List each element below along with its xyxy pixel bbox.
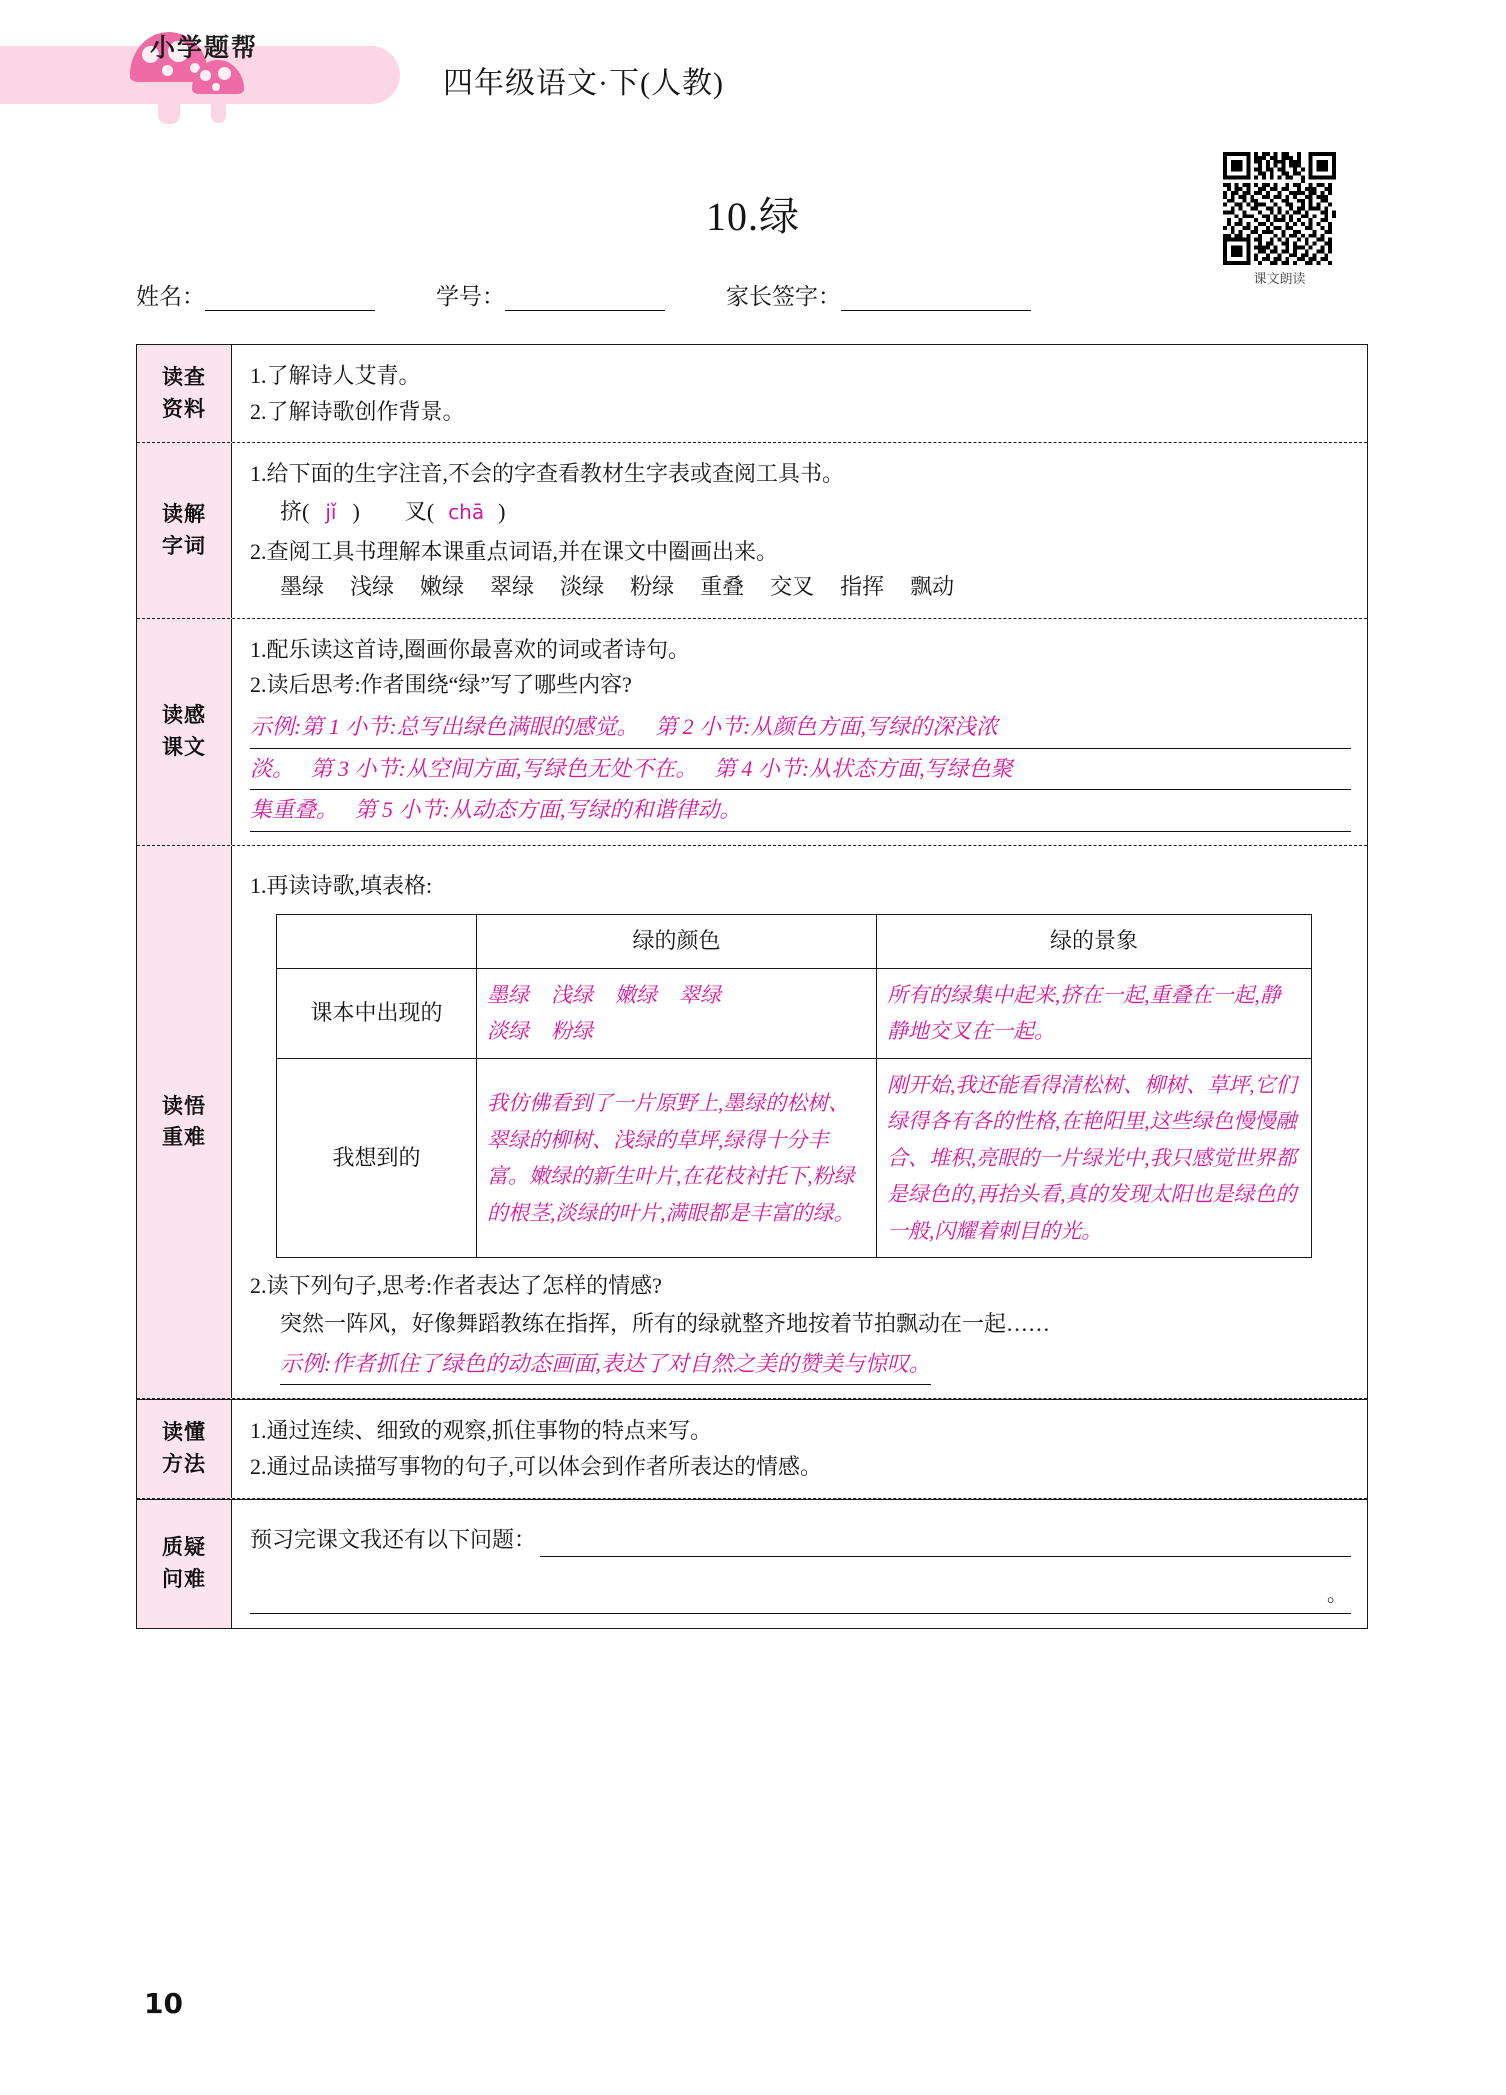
- vocabulary-word: 淡绿: [560, 574, 605, 600]
- task-item: 2.读后思考:作者围绕“绿”写了哪些内容?: [250, 672, 632, 698]
- table-row-label: 课本中出现的: [277, 968, 477, 1058]
- task-item: 1.给下面的生字注音,不会的字查看教材生字表或查阅工具书。: [250, 461, 845, 487]
- table-header-cell-blank: [277, 914, 477, 968]
- section-body-research: [232, 345, 1367, 442]
- label-line: 读悟: [162, 1093, 206, 1118]
- label-line: 字词: [162, 533, 206, 558]
- pinyin-char: 叉: [404, 498, 427, 524]
- pinyin-exercise-row: [250, 494, 1351, 530]
- task-item: 2.查阅工具书理解本课重点词语,并在课文中圈画出来。: [250, 538, 779, 564]
- worksheet-table: [136, 344, 1368, 1629]
- table-header-cell-scenes: 绿的景象: [877, 914, 1312, 968]
- poem-analysis-table: [276, 914, 1312, 1259]
- answer-line[interactable]: 示例:第 1 小节:总写出绿色满眼的感觉。 第 2 小节:从颜色方面,写绿的深浅浓: [250, 707, 1351, 749]
- table-header-row: [277, 914, 1312, 968]
- comprehend-answer-block[interactable]: [250, 1344, 1351, 1386]
- vocabulary-word: 指挥: [840, 574, 885, 600]
- section-label-research: [137, 345, 232, 442]
- answer-line[interactable]: 集重叠。 第 5 小节:从动态方面,写绿的和谐律动。: [250, 790, 1351, 832]
- section-body-method: [232, 1400, 1367, 1497]
- vocabulary-word: 翠绿: [490, 574, 535, 600]
- page-title: 10.绿: [706, 194, 800, 239]
- pinyin-answer[interactable]: jǐ: [325, 499, 337, 524]
- name-field-group[interactable]: [136, 278, 375, 311]
- label-line: 重难: [162, 1125, 206, 1150]
- name-label: 姓名：: [136, 284, 205, 309]
- color-word: 墨绿: [487, 982, 529, 1007]
- parent-signature-input-blank[interactable]: [841, 284, 1031, 311]
- name-input-blank[interactable]: [205, 284, 375, 311]
- color-word: 嫩绿: [615, 982, 657, 1007]
- color-word: 粉绿: [551, 1019, 593, 1044]
- table-cell-scene-imagined[interactable]: 刚开始,我还能看得清松树、柳树、草坪,它们绿得各有各的性格,在艳阳里,这些绿色慢慢融合、堆积,亮眼的一片绿光中,我只感觉世界都是绿色的,再抬头看,真的发现太阳也是绿色的一般,闪耀着刺目的光。: [877, 1058, 1312, 1258]
- section-label-vocabulary: [137, 443, 232, 618]
- parent-signature-label: 家长签字：: [726, 284, 841, 309]
- label-line: 读懂: [162, 1420, 206, 1445]
- vocabulary-word: 嫩绿: [420, 574, 465, 600]
- page-number: 10: [144, 1987, 183, 2020]
- mushroom-dot: [162, 65, 173, 76]
- vocabulary-word: 重叠: [700, 574, 745, 600]
- student-id-input-blank[interactable]: [505, 284, 665, 311]
- table-row-label: 我想到的: [277, 1058, 477, 1258]
- mushroom-dot: [218, 67, 231, 80]
- label-line: 读查: [162, 365, 206, 390]
- poem-quote: 突然一阵风，好像舞蹈教练在指挥，所有的绿就整齐地按着节拍飘动在一起……: [280, 1311, 1051, 1337]
- feel-answer-block[interactable]: [250, 707, 1351, 832]
- vocabulary-word: 浅绿: [350, 574, 395, 600]
- section-row-research: [137, 345, 1367, 443]
- section-label-comprehend: [137, 846, 232, 1398]
- table-cell-colors-imagined[interactable]: 我仿佛看到了一片原野上,墨绿的松树、翠绿的柳树、浅绿的草坪,绿得十分丰富。嫩绿的新生叶片,在花枝衬托下,粉绿的根茎,淡绿的叶片,满眼都是丰富的绿。: [477, 1058, 877, 1258]
- task-item: 2.读下列句子,思考:作者表达了怎样的情感?: [250, 1273, 662, 1299]
- pinyin-item: [405, 499, 506, 524]
- vocabulary-word: 墨绿: [280, 574, 325, 600]
- label-line: 读感: [162, 703, 206, 728]
- table-row: [277, 968, 1312, 1058]
- label-line: 问难: [162, 1566, 206, 1591]
- mushroom-dot: [200, 70, 211, 81]
- table-header-cell-colors: 绿的颜色: [477, 914, 877, 968]
- mushroom-small-icon: [192, 60, 244, 122]
- subject-line: 四年级语文·下(人教): [443, 67, 724, 100]
- section-label-question: [137, 1500, 232, 1628]
- section-row-question: [137, 1499, 1367, 1628]
- student-id-field-group[interactable]: [436, 278, 665, 311]
- label-line: 读解: [162, 502, 206, 526]
- answer-line[interactable]: 示例:作者抓住了绿色的动态画面,表达了对自然之美的赞美与惊叹。: [280, 1344, 931, 1386]
- pinyin-paren-close: ): [352, 498, 360, 524]
- section-body-comprehend: [232, 846, 1367, 1398]
- color-word: 浅绿: [551, 982, 593, 1007]
- mushroom-dot: [212, 83, 220, 91]
- section-row-method: [137, 1399, 1367, 1498]
- table-cell-scene-textbook[interactable]: 所有的绿集中起来,挤在一起,重叠在一起,静静地交叉在一起。: [877, 968, 1312, 1058]
- label-line: 质疑: [162, 1535, 206, 1560]
- pinyin-item: [280, 499, 365, 524]
- vocabulary-word: 交叉: [770, 574, 815, 600]
- pinyin-paren-open: (: [302, 498, 310, 524]
- section-row-feel: [137, 619, 1367, 846]
- task-item: 2.了解诗歌创作背景。: [250, 398, 465, 424]
- answer-line[interactable]: 淡。 第 3 小节:从空间方面,写绿色无处不在。 第 4 小节:从状态方面,写绿色聚: [250, 749, 1351, 791]
- vocabulary-word: 飘动: [910, 574, 955, 600]
- question-prompt-label: 预习完课文我还有以下问题：: [250, 1526, 537, 1552]
- vocabulary-word: 粉绿: [630, 574, 675, 600]
- brand-name: 小学题帮: [150, 33, 259, 62]
- parent-signature-field-group[interactable]: [726, 278, 1031, 311]
- color-word: 翠绿: [679, 982, 721, 1007]
- question-answer-blank-2[interactable]: [250, 1583, 1351, 1614]
- question-answer-blank-1[interactable]: [540, 1530, 1351, 1557]
- mushroom-cap: [192, 60, 244, 94]
- qr-code-caption: 课文朗读: [1253, 271, 1306, 286]
- section-body-vocabulary: [232, 443, 1367, 618]
- section-body-question: [232, 1500, 1367, 1628]
- task-item: 1.再读诗歌,填表格:: [250, 873, 433, 899]
- task-item: 1.了解诗人艾青。: [250, 363, 421, 388]
- section-label-method: [137, 1400, 232, 1497]
- vocabulary-word-list: [250, 569, 1351, 605]
- task-item: 2.通过品读描写事物的句子,可以体会到作者所表达的情感。: [250, 1453, 823, 1479]
- section-body-feel: [232, 619, 1367, 845]
- table-cell-colors-textbook[interactable]: [477, 968, 877, 1058]
- pinyin-paren-close: ): [498, 498, 506, 524]
- pinyin-answer[interactable]: chā: [448, 499, 485, 524]
- question-prompt-row[interactable]: [250, 1522, 1351, 1558]
- period-mark: 。: [1327, 1583, 1347, 1606]
- label-line: 方法: [162, 1451, 206, 1476]
- section-row-comprehend: [137, 846, 1367, 1399]
- label-line: 资料: [162, 396, 206, 421]
- table-row: [277, 1058, 1312, 1258]
- section-label-feel: [137, 619, 232, 845]
- pinyin-char: 挤: [280, 498, 303, 524]
- task-item: 1.通过连续、细致的观察,抓住事物的特点来写。: [250, 1418, 713, 1444]
- task-item: 1.配乐读这首诗,圈画你最喜欢的词或者诗句。: [250, 636, 691, 662]
- section-row-vocabulary: [137, 443, 1367, 619]
- student-id-label: 学号：: [436, 284, 505, 309]
- color-word: 淡绿: [487, 1019, 529, 1044]
- label-line: 课文: [162, 734, 206, 759]
- pinyin-paren-open: (: [426, 498, 435, 524]
